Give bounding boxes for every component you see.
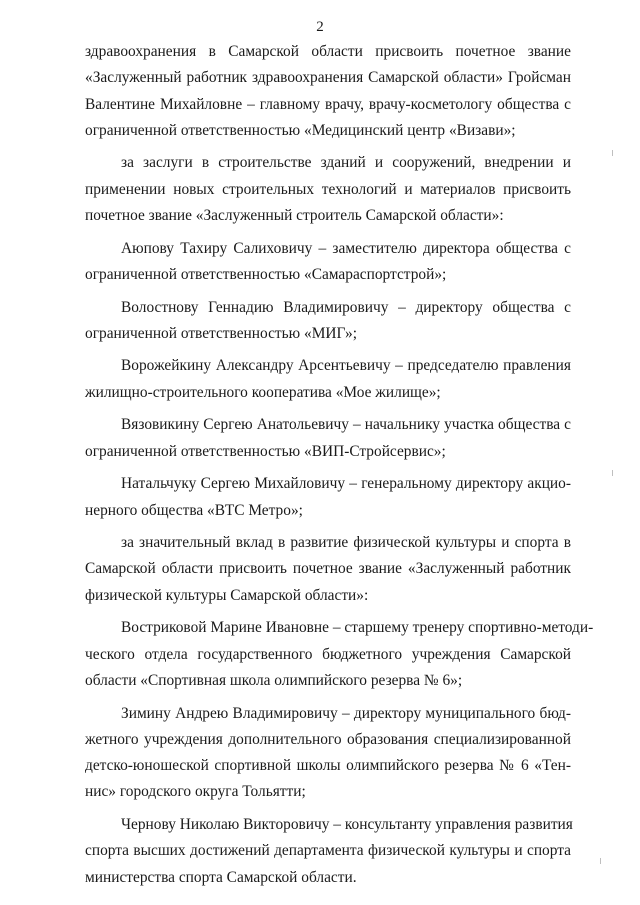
scan-artifact bbox=[612, 150, 613, 156]
text-line: нис» городского округа Тольятти; bbox=[85, 783, 306, 801]
text-line: детско-юношеской спортивной школы олимпийского резерва № 6 «Тен- bbox=[85, 757, 571, 775]
text-line: ческого отдела государственного бюджетного учреждения Самарской bbox=[85, 645, 571, 663]
text-line: Волостнову Геннадию Владимировичу – директору общества с bbox=[121, 298, 571, 316]
text-line: Самарской области присвоить почетное звание «Заслуженный работник bbox=[85, 560, 571, 578]
paragraph-zimin bbox=[85, 701, 571, 806]
paragraph-vyazovikin bbox=[85, 412, 571, 465]
scan-artifact bbox=[612, 470, 613, 476]
paragraph-builders-header bbox=[85, 150, 571, 229]
paragraph-chernov bbox=[85, 812, 571, 891]
document-body bbox=[85, 39, 594, 891]
text-line: жетного учреждения дополнительного образования специализированной bbox=[85, 730, 571, 748]
paragraph-volostnov bbox=[85, 295, 571, 348]
text-line: области «Спортивная школа олимпийского резерва № 6»; bbox=[85, 671, 463, 689]
paragraph-vorozheykin bbox=[85, 353, 571, 406]
text-line: Вязовикину Сергею Анатольевичу – начальнику участка общества с bbox=[121, 416, 571, 434]
text-line: Валентине Михайловне – главному врачу, врачу-косметологу общества с bbox=[85, 95, 571, 113]
text-line: Востриковой Марине Ивановне – старшему тренеру спортивно-методи- bbox=[121, 619, 594, 637]
text-line: Аюпову Тахиру Салиховичу – заместителю директора общества с bbox=[121, 239, 571, 257]
paragraph-intro-continuation bbox=[85, 39, 571, 144]
text-line: министерства спорта Самарской области. bbox=[85, 868, 357, 886]
text-line: спорта высших достижений департамента физической культуры и спорта bbox=[85, 842, 571, 860]
text-line: ограниченной ответственностью «Самараспортстрой»; bbox=[85, 265, 447, 283]
text-line: за заслуги в строительстве зданий и сооружений, внедрении и bbox=[121, 154, 571, 172]
paragraph-natalchuk bbox=[85, 471, 571, 524]
text-line: ограниченной ответственностью «ВИП-Стройсервис»; bbox=[85, 442, 446, 460]
text-line: Чернову Николаю Викторовичу – консультанту управления развития bbox=[121, 815, 573, 833]
text-line: за значительный вклад в развитие физической культуры и спорта в bbox=[121, 534, 571, 552]
scan-artifact bbox=[600, 858, 601, 864]
page-number: 2 bbox=[316, 19, 324, 35]
paragraph-aupov bbox=[85, 236, 571, 289]
paragraph-vostrikova bbox=[85, 615, 594, 694]
text-line: ограниченной ответственностью «МИГ»; bbox=[85, 324, 357, 342]
text-line: физической культуры Самарской области»: bbox=[85, 586, 369, 604]
paragraph-sport-header bbox=[85, 530, 571, 609]
text-line: Зимину Андрею Владимировичу – директору муниципального бюд- bbox=[121, 704, 571, 722]
text-line: «Заслуженный работник здравоохранения Самарской области» Гройсман bbox=[85, 69, 571, 87]
text-line: применении новых строительных технологий и материалов присвоить bbox=[85, 180, 571, 198]
text-line: нерного общества «ВТС Метро»; bbox=[85, 501, 303, 519]
text-line: Ворожейкину Александру Арсентьевичу – председателю правления bbox=[121, 357, 571, 375]
text-line: Натальчуку Сергею Михайловичу – генеральному директору акцио- bbox=[121, 475, 571, 493]
text-line: жилищно-строительного кооператива «Мое жилище»; bbox=[85, 383, 441, 401]
text-line: здравоохранения в Самарской области присвоить почетное звание bbox=[85, 43, 571, 60]
text-line: ограниченной ответственностью «Медицинский центр «Визави»; bbox=[85, 121, 516, 139]
text-line: почетное звание «Заслуженный строитель Самарской области»: bbox=[85, 207, 504, 225]
